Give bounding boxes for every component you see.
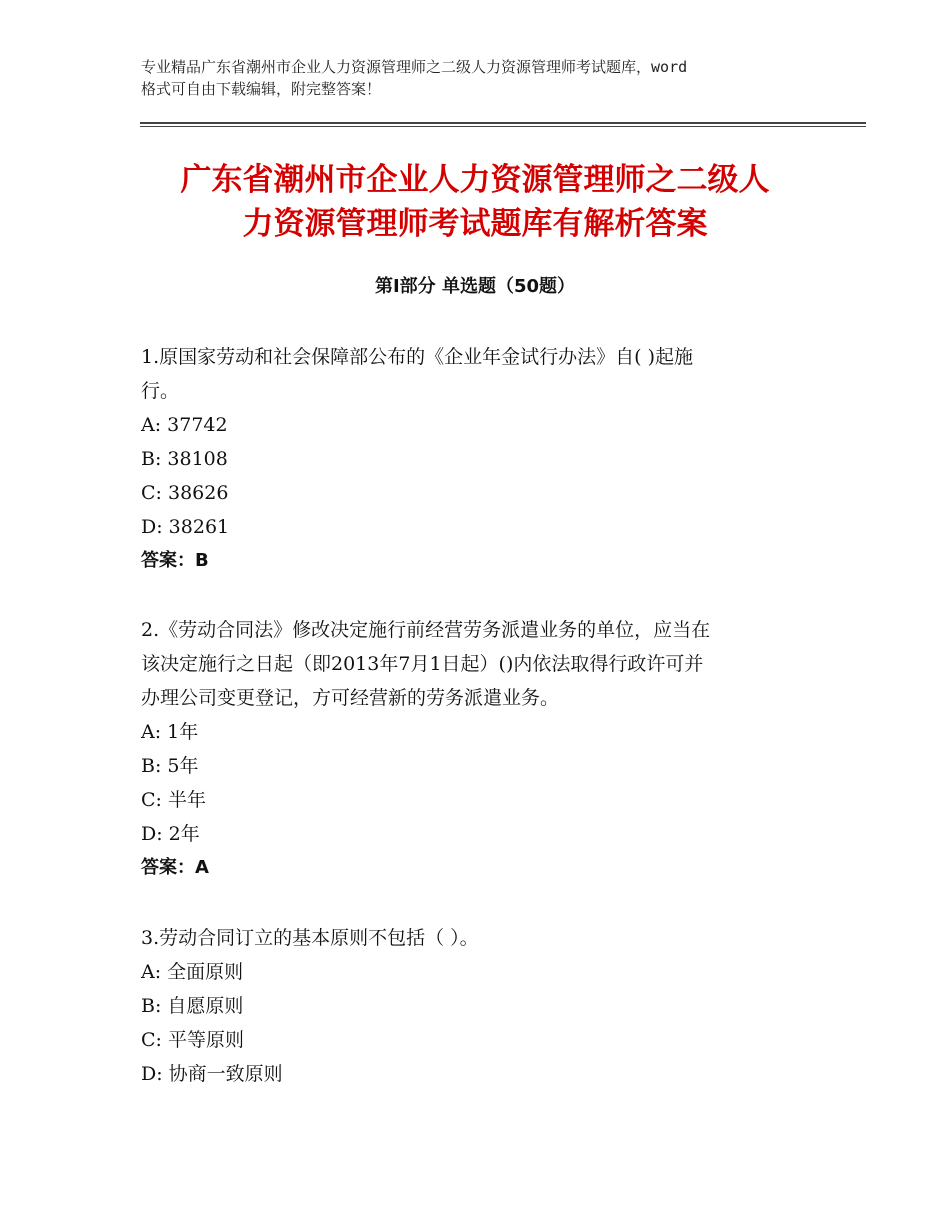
option-a: A: 1年 xyxy=(141,721,199,743)
option-b: B: 自愿原则 xyxy=(141,995,244,1017)
option-c: C: 半年 xyxy=(141,789,206,811)
question-text: 1.原国家劳动和社会保障部公布的《企业年金试行办法》自( )起施 xyxy=(141,346,693,368)
question-3 xyxy=(141,921,806,1091)
option-a: A: 37742 xyxy=(141,414,228,436)
section-heading: 第Ⅰ部分 单选题（50题） xyxy=(374,276,575,297)
question-text: 办理公司变更登记，方可经营新的劳务派遣业务。 xyxy=(141,687,560,709)
title-line-2: 力资源管理师考试题库有解析答案 xyxy=(242,206,708,242)
answer: 答案：A xyxy=(141,857,209,878)
question-text: 2.《劳动合同法》修改决定施行前经营劳务派遣业务的单位，应当在 xyxy=(141,619,711,641)
header-divider-thin xyxy=(140,126,866,127)
header-line-2: 格式可自由下载编辑，附完整答案！ xyxy=(141,80,382,98)
option-b: B: 38108 xyxy=(141,448,228,470)
option-c: C: 38626 xyxy=(141,482,229,504)
header-line-1: 专业精品广东省潮州市企业人力资源管理师之二级人力资源管理师考试题库，word xyxy=(141,58,688,76)
option-a: A: 全面原则 xyxy=(141,961,244,983)
question-text: 该决定施行之日起（即2013年7月1日起）()内依法取得行政许可并 xyxy=(141,653,704,675)
question-2 xyxy=(141,613,806,885)
answer: 答案：B xyxy=(141,550,209,571)
header-divider-thick xyxy=(140,122,866,124)
question-text: 行。 xyxy=(141,380,180,402)
title-line-1: 广东省潮州市企业人力资源管理师之二级人 xyxy=(180,162,770,198)
document-title xyxy=(120,158,830,246)
option-d: D: 协商一致原则 xyxy=(141,1063,283,1085)
page-header xyxy=(141,56,821,100)
option-d: D: 2年 xyxy=(141,823,200,845)
option-d: D: 38261 xyxy=(141,516,230,538)
option-c: C: 平等原则 xyxy=(141,1029,244,1051)
question-1 xyxy=(141,340,806,578)
question-text: 3.劳动合同订立的基本原则不包括（ ）。 xyxy=(141,927,479,949)
option-b: B: 5年 xyxy=(141,755,199,777)
